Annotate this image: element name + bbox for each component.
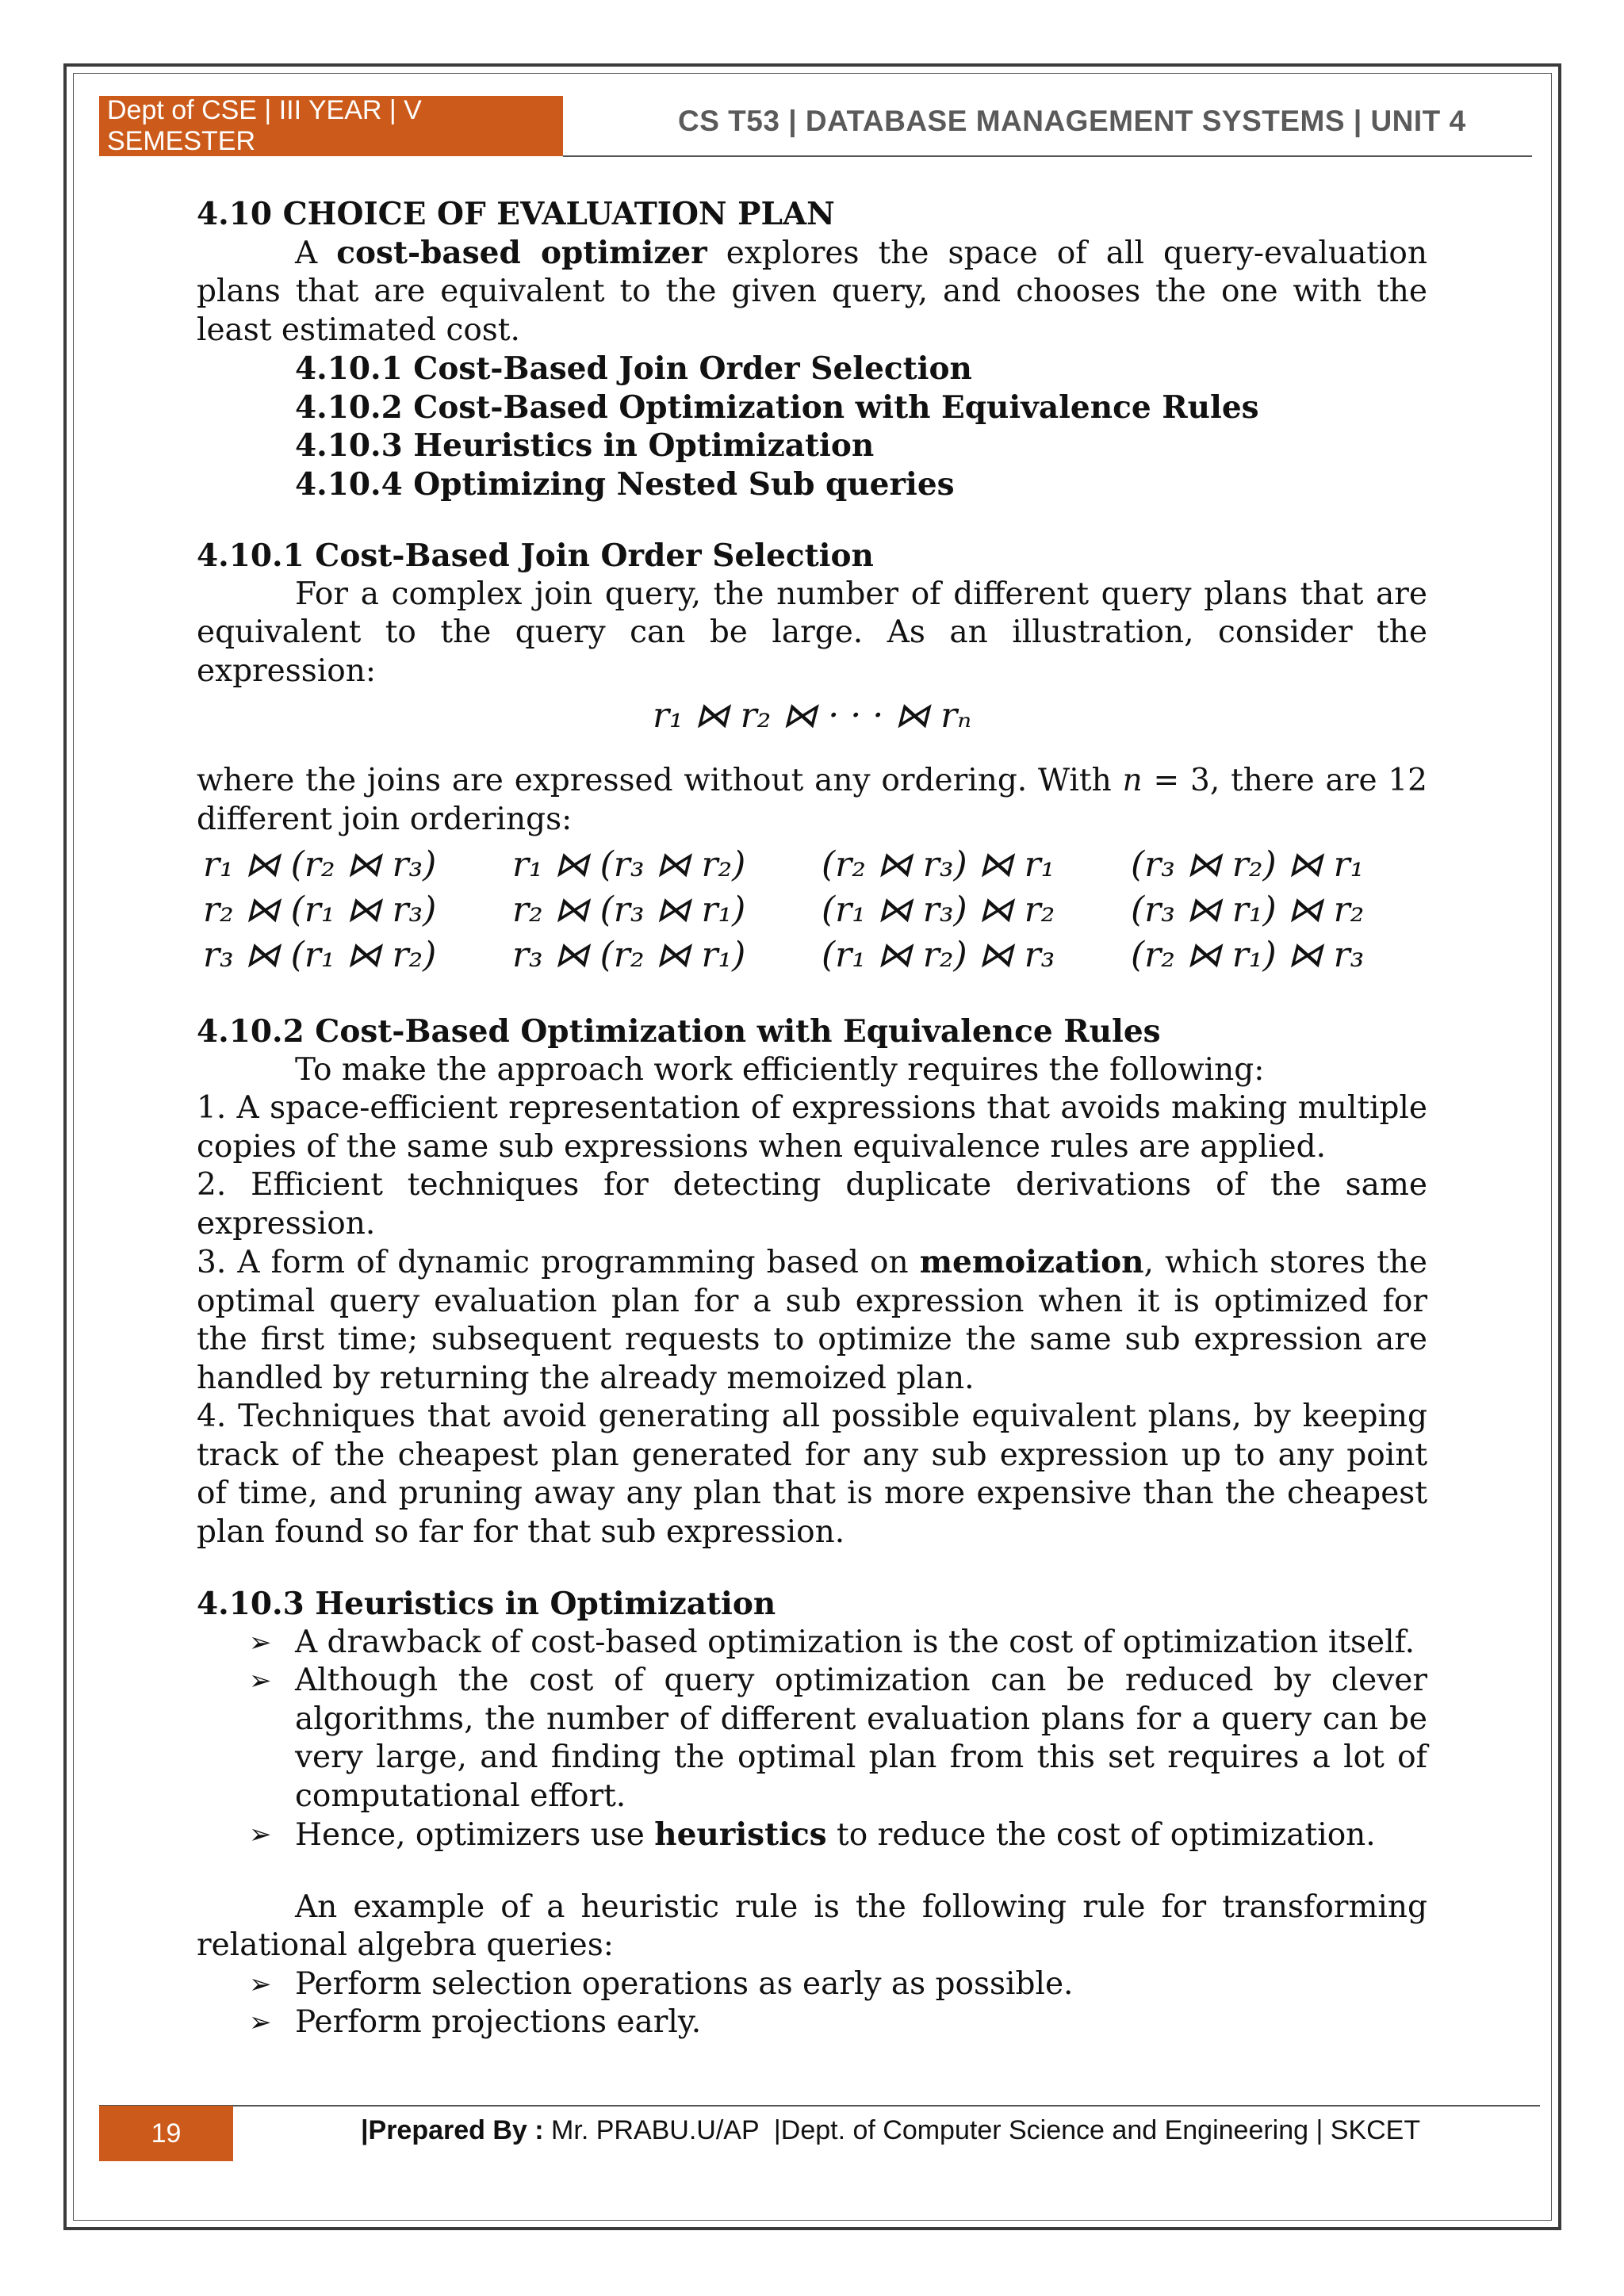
paragraph: For a complex join query, the number of different query plans that are equivalent to the query can be large. As an illustration, consider the expression: (197, 576, 1427, 689)
section-intro: A cost-based optimizer explores the space of all query-evaluation plans that are equivalent to the given query, and chooses the one with the least estimated cost. (197, 234, 1428, 348)
toc-item: 4.10.2 Cost-Based Optimization with Equivalence Rules (295, 388, 1259, 426)
bullet-item: ➢ A drawback of cost-based optimization is the cost of optimization itself. (295, 1624, 1427, 1663)
term-cost-based-optimizer: cost-based optimizer (336, 234, 707, 271)
join-ordering: (r₃ ⋈ r₂) ⋈ r₁ (1131, 844, 1365, 885)
section-title: 4.10 CHOICE OF EVALUATION PLAN (197, 196, 835, 232)
paragraph: An example of a heuristic rule is the following rule for transforming relational algebra queries: (197, 1888, 1427, 1963)
join-expression: r₁ ⋈ r₂ ⋈ · · · ⋈ rₙ (652, 695, 972, 736)
subsection-heading: 4.10.1 Cost-Based Join Order Selection (197, 538, 874, 574)
arrow-bullet-icon: ➢ (249, 1819, 272, 1850)
header-course-title: CS T53 | DATABASE MANAGEMENT SYSTEMS | UNIT 4 (678, 105, 1466, 137)
toc-item: 4.10.1 Cost-Based Join Order Selection (295, 350, 972, 387)
bullet-list (197, 1965, 1427, 2042)
numbered-item: 2. Efficient techniques for detecting duplicate derivations of the same expression. (197, 1167, 1427, 1242)
arrow-bullet-icon: ➢ (249, 1968, 272, 2000)
bullet-item: ➢ Although the cost of query optimization can be reduced by clever algorithms, the number of different evaluation plans for a query can be very large, and finding the optimal plan from this set requires a lot of computational effort. (249, 1663, 1427, 1814)
numbered-item: 3. A form of dynamic programming based on memoization, which stores the optimal query evaluation plan for a sub expression when it is optimized for the first time; subsequent requests to optimize the same sub expression are handled by returning the already memoized plan. (197, 1244, 1427, 1396)
page-content (197, 195, 1427, 2042)
join-ordering: (r₂ ⋈ r₃) ⋈ r₁ (822, 844, 1055, 885)
paragraph: where the joins are expressed without any ordering. With n = 3, there are 12 different join orderings: (197, 763, 1427, 837)
join-ordering: (r₁ ⋈ r₃) ⋈ r₂ (822, 890, 1055, 930)
footer-rule (99, 2105, 1540, 2107)
bullet-item: ➢ Perform projections early. (295, 2003, 1427, 2042)
term-memoization: memoization (919, 1244, 1144, 1280)
join-ordering: r₁ ⋈ (r₃ ⋈ r₂) (512, 844, 746, 885)
join-orderings-grid (203, 842, 1427, 978)
join-ordering: (r₂ ⋈ r₁) ⋈ r₃ (1131, 935, 1365, 975)
bullet-item: ➢ Perform selection operations as early as possible. (295, 1965, 1427, 2004)
join-ordering: r₂ ⋈ (r₃ ⋈ r₁) (512, 890, 746, 930)
arrow-bullet-icon: ➢ (249, 1665, 272, 1697)
subsection-heading: 4.10.2 Cost-Based Optimization with Equivalence Rules (197, 1013, 1161, 1050)
term-heuristics: heuristics (654, 1816, 827, 1853)
subsection-heading: 4.10.3 Heuristics in Optimization (197, 1586, 776, 1622)
join-ordering: (r₃ ⋈ r₁) ⋈ r₂ (1131, 890, 1365, 930)
join-ordering: r₁ ⋈ (r₂ ⋈ r₃) (203, 844, 437, 885)
page-number: 19 (99, 2106, 233, 2161)
join-ordering: r₃ ⋈ (r₁ ⋈ r₂) (203, 935, 437, 975)
numbered-item: 1. A space-efficient representation of expressions that avoids making multiple copies of the same sub expressions when equivalence rules are applied. (197, 1090, 1427, 1165)
bullet-item: ➢ Hence, optimizers use heuristics to reduce the cost of optimization. (249, 1816, 1376, 1853)
bullet-list (197, 1624, 1427, 1855)
join-ordering: r₂ ⋈ (r₁ ⋈ r₃) (203, 890, 437, 930)
footer-credit: |Prepared By : Mr. PRABU.U/AP |Dept. of Computer Science and Engineering | SKCET (361, 2115, 1421, 2145)
join-ordering: r₃ ⋈ (r₂ ⋈ r₁) (512, 935, 746, 975)
numbered-item: 4. Techniques that avoid generating all possible equivalent plans, by keeping track of the cheapest plan generated for any sub expression up to any point of time, and pruning away any plan that is more expensive than the cheapest plan found so far for that sub expression. (197, 1399, 1427, 1550)
toc-item: 4.10.3 Heuristics in Optimization (295, 427, 875, 464)
arrow-bullet-icon: ➢ (249, 1626, 272, 1659)
header-dept-label: Dept of CSE | III YEAR | V SEMESTER (99, 96, 563, 156)
header-rule (563, 155, 1532, 157)
toc-item: 4.10.4 Optimizing Nested Sub queries (295, 465, 955, 503)
paragraph: To make the approach work efficiently requires the following: (295, 1051, 1265, 1088)
arrow-bullet-icon: ➢ (249, 2007, 272, 2038)
join-ordering: (r₁ ⋈ r₂) ⋈ r₃ (822, 935, 1055, 975)
